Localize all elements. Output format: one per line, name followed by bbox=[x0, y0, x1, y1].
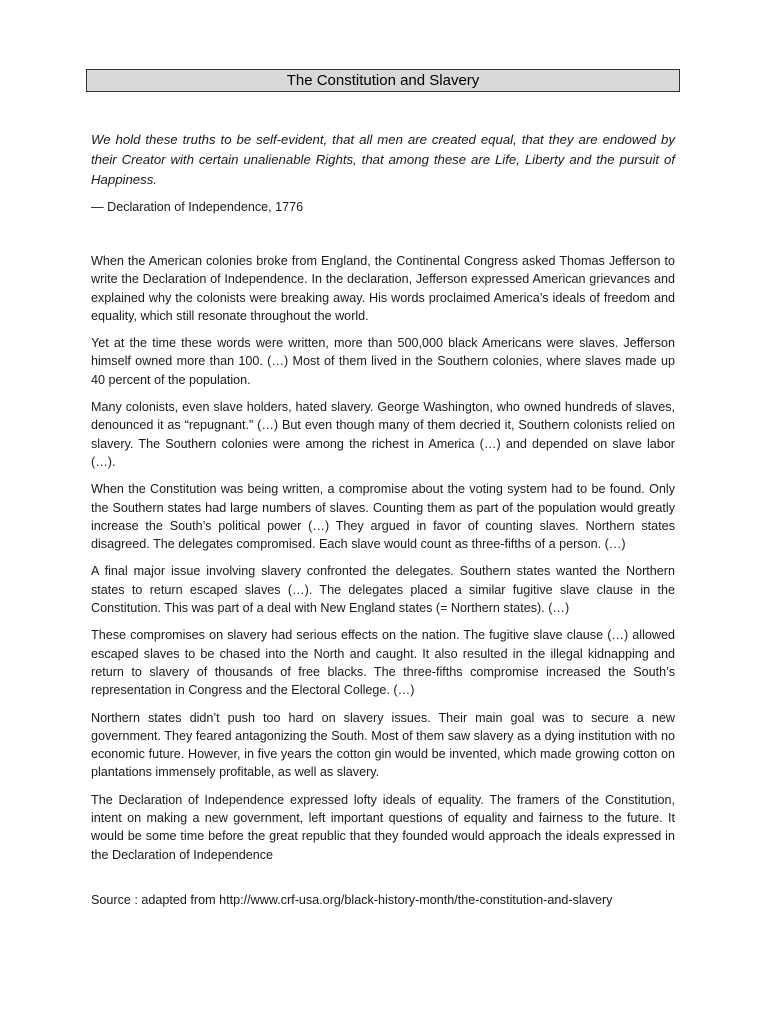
document-body bbox=[91, 130, 675, 909]
paragraph-8: The Declaration of Independence expressed lofty ideals of equality. The framers of the Constitution, intent on making a new government, left important questions of equality and fairness to the future. It would be some time before the great republic that they founded would approach the ideals expressed in the Declaration of Independence bbox=[91, 792, 675, 862]
paragraph-2: Yet at the time these words were written, more than 500,000 black Americans were slaves. Jefferson himself owned more than 100. (…) Most of them lived in the Southern colonies, where slaves made up 40 percent of the population. bbox=[91, 336, 675, 387]
paragraph-4: When the Constitution was being written, a compromise about the voting system had to be found. Only the Southern states had large numbers of slaves. Counting them as part of the population would greatly increase the South’s political power (…) They argued in favor of counting slaves. Northern states disagreed. The delegates compromised. Each slave would count as three-fifths of a person. (…) bbox=[91, 482, 675, 552]
paragraph-6: These compromises on slavery had serious effects on the nation. The fugitive slave clause (…) allowed escaped slaves to be chased into the North and caught. It also resulted in the illegal kidnapping and return to slavery of thousands of free blacks. The three-fifths compromise increased the South’s representation in Congress and the Electoral College. (…) bbox=[91, 628, 675, 698]
epigraph-attribution: — Declaration of Independence, 1776 bbox=[91, 200, 304, 214]
paragraph-1: When the American colonies broke from England, the Continental Congress asked Thomas Jefferson to write the Declaration of Independence. In the declaration, Jefferson expressed American grievances and explained why the colonists were breaking away. His words proclaimed America’s ideals of freedom and equality, which still resonate throughout the world. bbox=[91, 254, 675, 323]
source-citation: Source : adapted from http://www.crf-usa.org/black-history-month/the-constitution-and-slavery bbox=[91, 892, 613, 907]
paragraph-5: A final major issue involving slavery confronted the delegates. Southern states wanted the Northern states to return escaped slaves (…). The delegates placed a similar fugitive slave clause in the Constitution. This was part of a deal with New England states (= Northern states). (…) bbox=[91, 564, 675, 616]
paragraph-3: Many colonists, even slave holders, hated slavery. George Washington, who owned hundreds of slaves, denounced it as “repugnant.” (…) But even though many of them decried it, Southern colonists relied on slavery. The Southern colonies were among the richest in America (…) and depended on slave labor (…). bbox=[91, 400, 675, 469]
epigraph-quote: We hold these truths to be self-evident, that all men are created equal, that they are endowed by their Creator with certain unalienable Rights, that among these are Life, Liberty and the pursuit of Happiness. bbox=[91, 132, 675, 187]
paragraph-7: Northern states didn’t push too hard on slavery issues. Their main goal was to secure a new government. They feared antagonizing the South. Most of them saw slavery as a dying institution with no economic future. However, in five years the cotton gin would be invented, which made growing cotton on plantations immensely profitable, as well as slavery. bbox=[91, 710, 675, 780]
page-title: The Constitution and Slavery bbox=[86, 69, 680, 92]
